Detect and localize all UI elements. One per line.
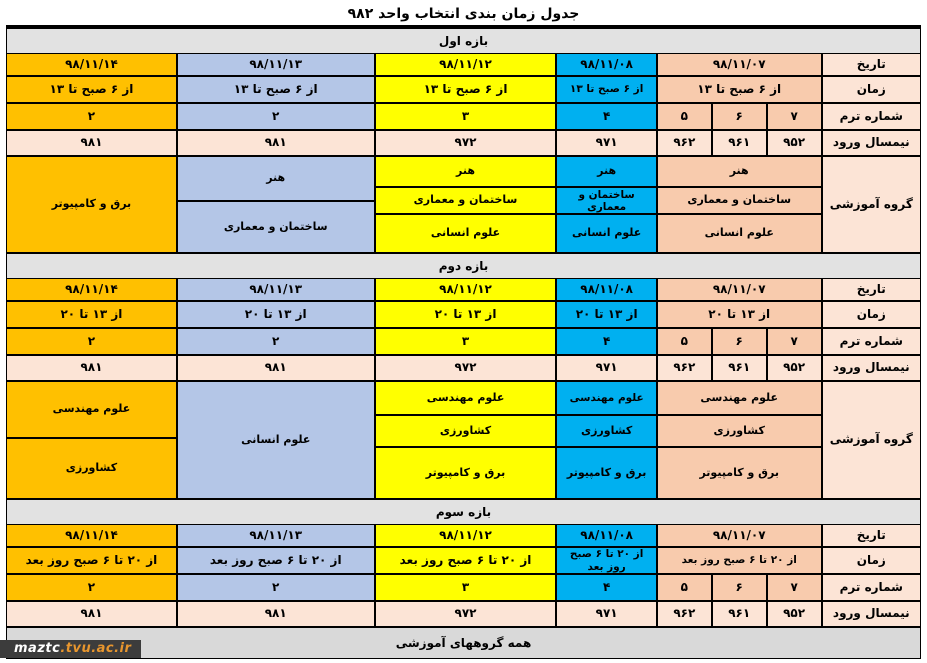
entry-sub-961: ۹۶۱ <box>713 131 768 155</box>
row-label-entry: نیمسال ورود <box>822 355 921 381</box>
term-sub-7: ۷ <box>790 579 798 594</box>
term-cell: ۴ <box>556 103 656 130</box>
term-cell: ۴ <box>556 328 656 355</box>
column-date-14 <box>6 524 177 627</box>
column-date-13 <box>177 53 375 253</box>
term-cell: ۲ <box>6 103 177 130</box>
column-date-08 <box>556 53 656 253</box>
entry-sub-952: ۹۵۲ <box>783 360 806 375</box>
term-sub-7: ۷ <box>790 333 798 348</box>
date-cell: ۹۸/۱۱/۱۳ <box>177 53 375 76</box>
time-cell: از ۲۰ تا ۶ صبح روز بعد <box>177 547 375 574</box>
group-cell: علوم مهندسی <box>375 381 557 415</box>
group-cell: برق و کامپیوتر <box>657 447 822 499</box>
entry-cell: ۹۷۱ <box>556 130 656 156</box>
row-label-term: شماره ترم <box>822 103 921 130</box>
row-label-time: زمان <box>822 547 921 574</box>
row-label-entry: نیمسال ورود <box>822 130 921 156</box>
group-cell: علوم انسانی <box>375 214 557 253</box>
term-sub-7: ۷ <box>790 108 798 123</box>
group-cell: برق و کامپیوتر <box>6 156 177 253</box>
group-cell: علوم انسانی <box>657 214 822 253</box>
group-cell: برق و کامپیوتر <box>375 447 557 499</box>
row-label-time: زمان <box>822 301 921 328</box>
entry-sub-952: ۹۵۲ <box>783 135 806 150</box>
date-cell: ۹۸/۱۱/۱۲ <box>375 53 557 76</box>
entry-cell <box>657 601 822 627</box>
date-cell: ۹۸/۱۱/۱۳ <box>177 278 375 301</box>
row-label-date: تاریخ <box>822 53 921 76</box>
group-cell: کشاورزی <box>657 415 822 447</box>
group-stack <box>177 381 375 499</box>
group-cell: هنر <box>657 156 822 187</box>
group-stack <box>6 156 177 253</box>
entry-sub-961: ۹۶۱ <box>713 602 768 626</box>
term-sub-5: ۵ <box>658 329 713 354</box>
group-cell: ساختمان و معماری <box>657 187 822 214</box>
column-date-14 <box>6 53 177 253</box>
date-cell: ۹۸/۱۱/۱۳ <box>177 524 375 547</box>
row-label-time: زمان <box>822 76 921 103</box>
watermark-suffix: .tvu.ac.ir <box>60 641 132 656</box>
column-date-08 <box>556 524 656 627</box>
group-cell: علوم مهندسی <box>556 381 656 415</box>
group-cell: هنر <box>556 156 656 187</box>
row-label-date: تاریخ <box>822 524 921 547</box>
group-cell: علوم مهندسی <box>6 381 177 438</box>
term-cell <box>657 103 822 130</box>
section-interval-2 <box>6 253 921 499</box>
entry-cell: ۹۷۲ <box>375 601 557 627</box>
date-cell: ۹۸/۱۱/۱۲ <box>375 524 557 547</box>
column-date-12 <box>375 524 557 627</box>
group-cell: علوم مهندسی <box>657 381 822 415</box>
row-label-group: گروه آموزشی <box>822 156 921 253</box>
entry-cell: ۹۷۱ <box>556 355 656 381</box>
group-cell: کشاورزی <box>556 415 656 447</box>
group-stack <box>6 381 177 499</box>
term-cell: ۳ <box>375 574 557 601</box>
date-cell: ۹۸/۱۱/۰۸ <box>556 524 656 547</box>
row-label-term: شماره ترم <box>822 574 921 601</box>
term-cell: ۲ <box>177 328 375 355</box>
time-cell: از ۱۳ تا ۲۰ <box>6 301 177 328</box>
column-date-07 <box>657 524 822 627</box>
group-stack <box>657 381 822 499</box>
time-cell: از ۱۳ تا ۲۰ <box>375 301 557 328</box>
section-2-header: بازه دوم <box>6 253 921 278</box>
group-cell: ساختمان و معماری <box>556 187 656 214</box>
entry-sub-962: ۹۶۲ <box>658 131 713 155</box>
column-date-13 <box>177 278 375 499</box>
watermark-prefix: maztc <box>14 641 61 656</box>
group-cell: کشاورزی <box>6 438 177 499</box>
date-cell: ۹۸/۱۱/۱۲ <box>375 278 557 301</box>
site-watermark <box>0 640 141 658</box>
group-stack <box>657 156 822 253</box>
group-cell: ساختمان و معماری <box>177 201 375 253</box>
column-date-07 <box>657 278 822 499</box>
entry-cell <box>657 355 822 381</box>
group-cell: برق و کامپیوتر <box>556 447 656 499</box>
group-stack <box>177 156 375 253</box>
all-groups-row: همه گروههای آموزشی <box>6 627 921 659</box>
term-cell: ۲ <box>6 328 177 355</box>
date-cell: ۹۸/۱۱/۰۸ <box>556 278 656 301</box>
group-stack <box>375 381 557 499</box>
column-date-12 <box>375 53 557 253</box>
time-cell: از ۱۳ تا ۲۰ <box>657 301 822 328</box>
term-cell: ۳ <box>375 103 557 130</box>
group-cell: ساختمان و معماری <box>375 187 557 214</box>
entry-sub-962: ۹۶۲ <box>658 356 713 380</box>
entry-cell: ۹۸۱ <box>177 130 375 156</box>
entry-cell: ۹۸۱ <box>6 130 177 156</box>
row-label-group: گروه آموزشی <box>822 381 921 499</box>
column-date-13 <box>177 524 375 627</box>
column-date-12 <box>375 278 557 499</box>
label-column <box>822 524 921 627</box>
time-cell: از ۶ صبح تا ۱۳ <box>657 76 822 103</box>
entry-cell: ۹۷۱ <box>556 601 656 627</box>
group-cell: هنر <box>375 156 557 187</box>
date-cell: ۹۸/۱۱/۰۷ <box>657 53 822 76</box>
date-cell: ۹۸/۱۱/۰۷ <box>657 524 822 547</box>
date-cell: ۹۸/۱۱/۱۴ <box>6 278 177 301</box>
term-cell: ۲ <box>177 574 375 601</box>
group-cell: کشاورزی <box>375 415 557 447</box>
date-cell: ۹۸/۱۱/۱۴ <box>6 524 177 547</box>
term-sub-5: ۵ <box>658 104 713 129</box>
group-cell: علوم انسانی <box>556 214 656 253</box>
time-cell: از ۶ صبح تا ۱۳ <box>556 76 656 103</box>
section-3-header: بازه سوم <box>6 499 921 524</box>
label-column <box>822 53 921 253</box>
entry-cell: ۹۷۲ <box>375 355 557 381</box>
time-cell: از ۱۳ تا ۲۰ <box>556 301 656 328</box>
term-sub-6: ۶ <box>713 104 768 129</box>
section-interval-1 <box>6 28 921 253</box>
group-stack <box>556 381 656 499</box>
term-cell: ۴ <box>556 574 656 601</box>
term-cell: ۲ <box>6 574 177 601</box>
time-cell: از ۱۳ تا ۲۰ <box>177 301 375 328</box>
term-cell: ۲ <box>177 103 375 130</box>
group-cell: هنر <box>177 156 375 201</box>
time-cell: از ۲۰ تا ۶ صبح روز بعد <box>556 547 656 574</box>
time-cell: از ۶ صبح تا ۱۳ <box>6 76 177 103</box>
row-label-entry: نیمسال ورود <box>822 601 921 627</box>
term-sub-5: ۵ <box>658 575 713 600</box>
date-cell: ۹۸/۱۱/۱۴ <box>6 53 177 76</box>
entry-cell: ۹۸۱ <box>6 601 177 627</box>
column-date-14 <box>6 278 177 499</box>
term-cell <box>657 328 822 355</box>
term-cell <box>657 574 822 601</box>
time-cell: از ۶ صبح تا ۱۳ <box>177 76 375 103</box>
term-sub-6: ۶ <box>713 329 768 354</box>
column-date-07 <box>657 53 822 253</box>
time-cell: از ۶ صبح تا ۱۳ <box>375 76 557 103</box>
time-cell: از ۲۰ تا ۶ صبح روز بعد <box>657 547 822 574</box>
row-label-date: تاریخ <box>822 278 921 301</box>
entry-cell: ۹۸۱ <box>177 601 375 627</box>
section-1-header: بازه اول <box>6 28 921 53</box>
time-cell: از ۲۰ تا ۶ صبح روز بعد <box>6 547 177 574</box>
entry-cell: ۹۸۱ <box>177 355 375 381</box>
entry-sub-961: ۹۶۱ <box>713 356 768 380</box>
group-stack <box>556 156 656 253</box>
section-interval-3 <box>6 499 921 627</box>
date-cell: ۹۸/۱۱/۰۷ <box>657 278 822 301</box>
date-cell: ۹۸/۱۱/۰۸ <box>556 53 656 76</box>
time-cell: از ۲۰ تا ۶ صبح روز بعد <box>375 547 557 574</box>
group-cell: علوم انسانی <box>177 381 375 499</box>
page-title: جدول زمان بندی انتخاب واحد ۹۸۲ <box>6 2 921 28</box>
entry-cell: ۹۸۱ <box>6 355 177 381</box>
column-date-08 <box>556 278 656 499</box>
row-label-term: شماره ترم <box>822 328 921 355</box>
entry-sub-962: ۹۶۲ <box>658 602 713 626</box>
entry-sub-952: ۹۵۲ <box>783 606 806 621</box>
label-column <box>822 278 921 499</box>
term-sub-6: ۶ <box>713 575 768 600</box>
entry-cell: ۹۷۲ <box>375 130 557 156</box>
group-stack <box>375 156 557 253</box>
entry-cell <box>657 130 822 156</box>
term-cell: ۳ <box>375 328 557 355</box>
